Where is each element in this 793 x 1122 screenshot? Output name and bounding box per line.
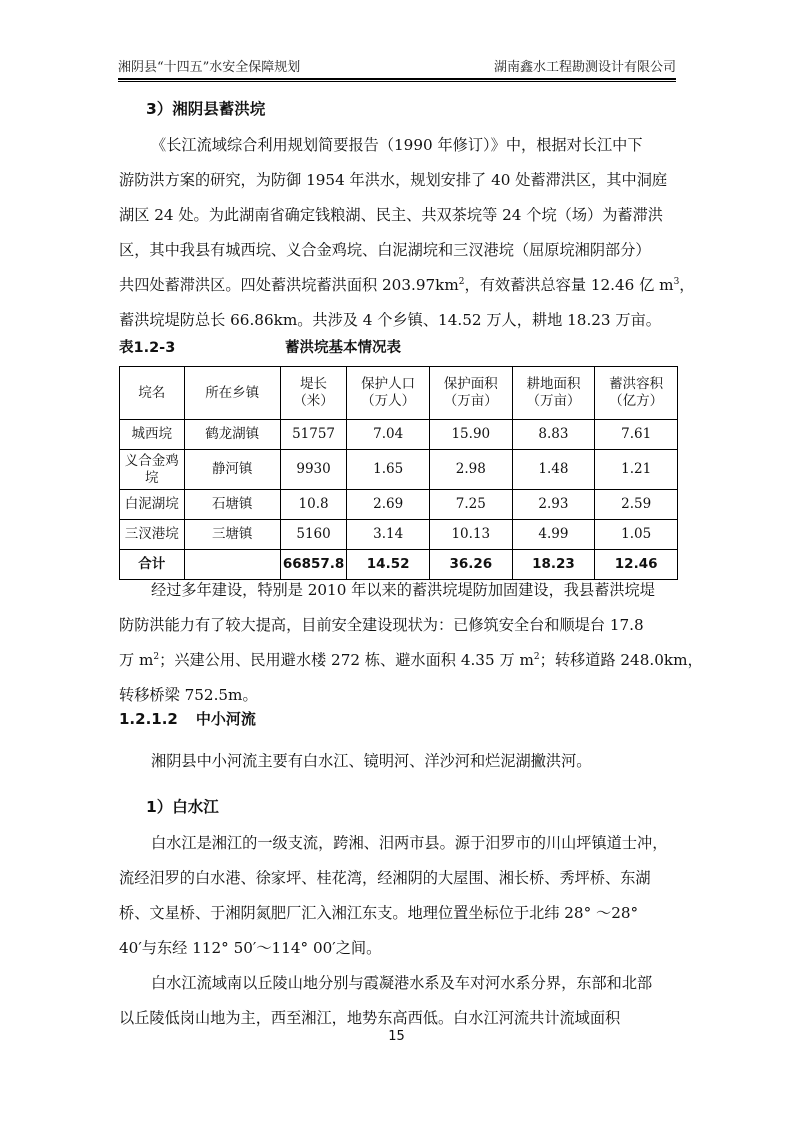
- table-cell: 2.98: [429, 450, 512, 490]
- text-line: 蓄洪垸堤防总长 66.86km。共涉及 4 个乡镇、14.52 万人，耕地 18.23 万亩。: [119, 311, 661, 329]
- column-header: 蓄洪容积 （亿方）: [595, 367, 678, 420]
- table-cell: 静河镇: [184, 450, 280, 490]
- superscript: 3: [673, 276, 680, 287]
- paragraph-baishui-river-course: [119, 826, 679, 966]
- column-header: 耕地面积 （万亩）: [512, 367, 595, 420]
- table-caption: [119, 336, 679, 358]
- flood-storage-table: [119, 366, 678, 580]
- table-row: [120, 520, 678, 550]
- section-heading-flood-storage: 3）湘阴县蓄洪垸: [146, 100, 266, 118]
- superscript: 2: [458, 276, 465, 287]
- table-cell: 1.21: [595, 450, 678, 490]
- table-cell: 三塘镇: [184, 520, 280, 550]
- text-line: 以丘陵低岗山地为主，西至湘江，地势东高西低。白水江河流共计流域面积: [119, 1009, 621, 1027]
- table-cell: 15.90: [429, 420, 512, 450]
- table-cell: 51757: [280, 420, 347, 450]
- table-row: [120, 490, 678, 520]
- text-line: 桥、文星桥、于湘阴氮肥厂汇入湘江东支。地理位置坐标位于北纬 28° ～28°: [119, 904, 639, 922]
- table-cell: 8.83: [512, 420, 595, 450]
- section-title: 中小河流: [195, 710, 256, 728]
- text-fragment: ；转移道路 248.0km，: [539, 651, 703, 669]
- table-cell: 三汊港垸: [120, 520, 185, 550]
- table-cell: 2.59: [595, 490, 678, 520]
- table-cell: 4.99: [512, 520, 595, 550]
- table-header-row: [120, 367, 678, 420]
- table-cell: 66857.8: [280, 550, 347, 580]
- table-cell: 18.23: [512, 550, 595, 580]
- table-cell: 12.46: [595, 550, 678, 580]
- table-row: [120, 420, 678, 450]
- text-line: 区，其中我县有城西垸、义合金鸡垸、白泥湖垸和三汊港垸（屈原垸湘阴部分）: [119, 241, 651, 259]
- paragraph-flood-storage: [119, 128, 695, 338]
- section-number: 1.2.1.2: [119, 710, 178, 728]
- header-company-name: 湖南鑫水工程勘测设计有限公司: [493, 60, 676, 75]
- table-cell: 鹤龙湖镇: [184, 420, 280, 450]
- text-fragment: ；兴建公用、民用避水楼 272 栋、避水面积 4.35 万 m: [159, 651, 534, 669]
- text-line: [119, 643, 703, 678]
- header-rule-thick: [118, 78, 676, 80]
- column-header: 保护人口 （万人）: [347, 367, 430, 420]
- text-fragment: 共四处蓄滞洪区。四处蓄洪垸蓄洪面积 203.97km: [119, 276, 459, 294]
- table-cell: 14.52: [347, 550, 430, 580]
- text-line: 湘阴县中小河流主要有白水江、镜明河、洋沙河和烂泥湖撇洪河。: [151, 752, 592, 770]
- header-rule-thin: [118, 81, 676, 82]
- text-fragment: ，有效蓄洪总容量 12.46 亿 m: [464, 276, 674, 294]
- text-line: 40′与东经 112° 50′～114° 00′之间。: [119, 939, 382, 957]
- text-line: 湖区 24 处。为此湖南省确定钱粮湖、民主、共双茶垸等 24 个垸（场）为蓄滞洪: [119, 206, 663, 224]
- column-header: 堤长 （米）: [280, 367, 347, 420]
- header-document-title: 湘阴县“十四五”水安全保障规划: [118, 60, 301, 75]
- table-cell: 3.14: [347, 520, 430, 550]
- table-cell: 2.69: [347, 490, 430, 520]
- table-cell: 义合金鸡 垸: [120, 450, 185, 490]
- section-heading-small-rivers: [119, 708, 256, 729]
- text-line: 游防洪方案的研究，为防御 1954 年洪水，规划安排了 40 处蓄滞洪区，其中洞庭: [119, 171, 668, 189]
- table-cell: 36.26: [429, 550, 512, 580]
- table-cell: 白泥湖垸: [120, 490, 185, 520]
- table-cell: 9930: [280, 450, 347, 490]
- text-line: 白水江流域南以丘陵山地分别与霞凝港水系及车对河水系分界，东部和北部: [151, 974, 653, 992]
- text-line: 转移桥梁 752.5m。: [119, 686, 258, 704]
- text-line: 防防洪能力有了较大提高，目前安全建设现状为：已修筑安全台和顺堤台 17.8: [119, 616, 644, 634]
- table-cell: 1.48: [512, 450, 595, 490]
- table-cell: 7.61: [595, 420, 678, 450]
- column-header: 所在乡镇: [184, 367, 280, 420]
- table-row: [120, 450, 678, 490]
- table-number: 表1.2-3: [119, 340, 176, 356]
- table-cell: 城西垸: [120, 420, 185, 450]
- column-header: 垸名: [120, 367, 185, 420]
- text-line: [119, 268, 695, 303]
- table-cell: 2.93: [512, 490, 595, 520]
- table-cell: 7.04: [347, 420, 430, 450]
- text-line: 白水江是湘江的一级支流，跨湘、汨两市县。源于汨罗市的川山坪镇道士冲，: [151, 834, 668, 852]
- text-fragment: 万 m: [119, 651, 154, 669]
- text-fragment: ，: [679, 276, 695, 294]
- table-cell: 10.13: [429, 520, 512, 550]
- column-header: 保护面积 （万亩）: [429, 367, 512, 420]
- superscript: 2: [153, 651, 160, 662]
- text-line: 经过多年建设，特别是 2010 年以来的蓄洪垸堤防加固建设，我县蓄洪垸堤: [151, 581, 655, 599]
- page-header: [118, 56, 676, 76]
- subsection-heading-baishui-river: 1）白水江: [146, 798, 219, 816]
- page-number: 15: [388, 1029, 405, 1044]
- table-cell: 合计: [120, 550, 185, 580]
- paragraph-small-rivers-intro: [119, 744, 679, 779]
- paragraph-baishui-river-basin: [119, 966, 679, 1036]
- paragraph-construction-status: [119, 573, 703, 713]
- table-cell: 7.25: [429, 490, 512, 520]
- table-cell: 5160: [280, 520, 347, 550]
- superscript: 2: [533, 651, 540, 662]
- text-line: 流经汨罗的白水港、徐家坪、桂花湾，经湘阴的大屋围、湘长桥、秀坪桥、东湖: [119, 869, 651, 887]
- table-cell: 石塘镇: [184, 490, 280, 520]
- table-title: 蓄洪垸基本情况表: [285, 340, 401, 356]
- table-cell: 10.8: [280, 490, 347, 520]
- table-cell: 1.05: [595, 520, 678, 550]
- text-line: 《长江流域综合利用规划简要报告（1990 年修订）》中，根据对长江中下: [151, 136, 643, 154]
- table-cell: 1.65: [347, 450, 430, 490]
